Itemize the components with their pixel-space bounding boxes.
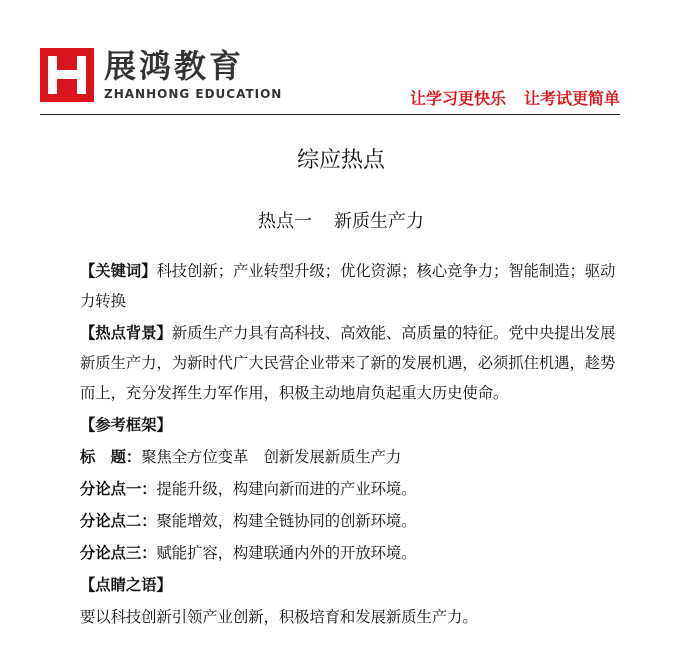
slogan-part-2: 让考试更简单 bbox=[523, 89, 620, 108]
article-body bbox=[80, 256, 620, 632]
sub-argument-3-label: 分论点三： bbox=[80, 544, 157, 562]
sub-argument-1-label: 分论点一： bbox=[80, 480, 157, 498]
sub-argument-2 bbox=[80, 506, 620, 536]
sub-argument-2-text: 聚能增效，构建全链协同的创新环境。 bbox=[156, 512, 417, 530]
keywords-label: 【关键词】 bbox=[80, 262, 157, 280]
sub-argument-2-label: 分论点二： bbox=[80, 512, 157, 530]
section-topic: 新质生产力 bbox=[334, 211, 424, 232]
background-text: 新质生产力具有高科技、高效能、高质量的特征。党中央提出发展新质生产力，为新时代广大民营企业带来了新的发展机遇，必须抓住机遇，趁势而上，充分发挥生力军作用，积极主动地肩负起重大历史使命。 bbox=[80, 324, 616, 402]
slogan bbox=[410, 90, 620, 108]
page-header bbox=[0, 0, 682, 118]
sub-argument-3 bbox=[80, 538, 620, 568]
keywords-paragraph bbox=[80, 256, 620, 316]
section-number: 热点一 bbox=[258, 211, 312, 232]
framework-heading bbox=[80, 410, 620, 440]
sub-argument-1-text: 提能升级，构建向新而进的产业环境。 bbox=[156, 480, 417, 498]
framework-title-line bbox=[80, 442, 620, 472]
header-divider bbox=[40, 114, 620, 115]
sub-argument-3-text: 赋能扩容，构建联通内外的开放环境。 bbox=[156, 544, 417, 562]
zhanhong-logo-icon bbox=[40, 48, 94, 102]
background-paragraph bbox=[80, 318, 620, 408]
framework-title-text: 聚焦全方位变革 创新发展新质生产力 bbox=[141, 448, 402, 466]
keywords-text: 科技创新；产业转型升级；优化资源；核心竞争力；智能制造；驱动力转换 bbox=[80, 262, 616, 310]
background-label: 【热点背景】 bbox=[80, 324, 172, 342]
brand-name-cn: 展鸿教育 bbox=[104, 47, 245, 85]
slogan-part-1: 让学习更快乐 bbox=[409, 89, 506, 108]
brand-name-en: ZHANHONG EDUCATION bbox=[104, 87, 283, 101]
sub-argument-1 bbox=[80, 474, 620, 504]
finishing-label: 【点睛之语】 bbox=[80, 576, 172, 594]
finishing-heading bbox=[80, 570, 620, 600]
finishing-text: 要以科技创新引领产业创新，积极培育和发展新质生产力。 bbox=[80, 608, 478, 626]
framework-label: 【参考框架】 bbox=[80, 416, 172, 434]
section-heading bbox=[0, 209, 682, 235]
framework-title-label: 标 题： bbox=[80, 448, 142, 466]
page-title: 综应热点 bbox=[296, 148, 385, 173]
